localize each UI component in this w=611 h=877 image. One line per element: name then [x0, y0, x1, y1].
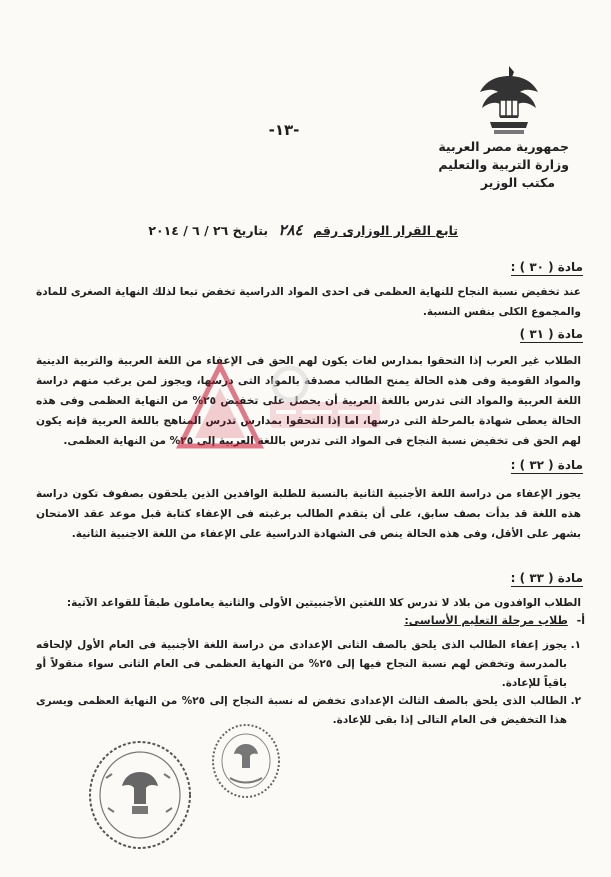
ministry-header	[429, 138, 569, 192]
header-country: جمهورية مصر العربية	[438, 139, 569, 154]
header-office: مكتب الوزير	[480, 175, 555, 190]
page-number: -١٣-	[268, 121, 300, 139]
article-30-heading: مادة ( ٣٠ ) :	[510, 260, 583, 274]
decree-date: بتاريخ ٢٦ / ٦ / ٢٠١٤	[148, 223, 269, 238]
list-item	[36, 692, 581, 730]
section-basic-education	[404, 614, 585, 627]
list-item	[36, 636, 581, 693]
article-32-heading: مادة ( ٣٢ ) :	[510, 458, 583, 472]
round-stamp-icon	[210, 722, 282, 800]
article-30-text: عند تخفيض نسبة النجاح للنهاية العظمى فى احدى المواد الدراسية تخفض تبعا لذلك النهاية الصغرى للمادة والمجموع الكلى بنفس النسبة.	[36, 286, 581, 318]
list-item-number: ١.	[570, 639, 581, 651]
header-ministry: وزارة التربية والتعليم	[438, 157, 569, 172]
eagle-emblem-icon	[476, 62, 542, 136]
article-32-text: يجوز الإعفاء من دراسة اللغة الأجنبية الثانية بالنسبة للطلبة الوافدين الذين يلحقون بصفوف تكون دراسة هذه اللغة قد بدأت بصف سابق، على أن يتقدم الطالب برغبته فى الإعفاء كتابة قبل موعد عقد الامتحان بشهر على الأقل، وفى هذه الحالة ينص فى الشهادة الدراسية على الإعفاء من اللغة الاجنبية الثانية.	[36, 488, 581, 540]
article-31-text: الطلاب غير العرب إذا التحقوا بمدارس لغات يكون لهم الحق فى الإعفاء من اللغة العربية والتربية الدينية والمواد القومية وفى هذه الحالة يمنح الطالب مصدقة بالمواد التى درسها، ويجوز لمن يرغب منهم دراسة اللغة العربية والمواد التى تدرس باللغة العربية أن يحصل على تخفيض ٢٥% من النهاية العظمى وفى هذه الحالة يعطى شهادة بالمرحلة التى درسها، اما إذا التحقوا بمدارس تدرس المناهج باللغة العربية فإنه يكون لهم الحق فى تخفيض نسبة النجاح فى المواد التى تدرس باللغة العربية إلى ٢٥% من النهاية العظمى.	[36, 355, 581, 447]
decree-title: تابع القرار الوزارى رقم	[312, 223, 458, 238]
official-stamp-icon	[86, 738, 194, 852]
section-letter: أ-	[576, 614, 585, 627]
decree-reference	[148, 221, 458, 243]
decree-number: ٢٨٤	[278, 221, 303, 239]
section-title-text: طلاب مرحلة التعليم الأساسى:	[404, 614, 568, 627]
article-33-text: الطلاب الوافدون من بلاد لا تدرس كلا اللغتين الأجنبيتين الأولى والثانية يعاملون طبقاً للقواعد الآتية:	[66, 597, 581, 609]
list-item-text: يجوز إعفاء الطالب الذى يلحق بالصف الثانى الإعدادى من دراسة اللغة الأجنبية فى العام الأول لإلحاقه بالمدرسة وتخفض لهم نسبة النجاح فيها إلى ٢٥% من النهاية العظمى فى العام الثانى سواء منقولاً أو باقياً للإعادة.	[36, 639, 567, 689]
list-item-text: الطالب الذى يلحق بالصف الثالث الإعدادى تخفض له نسبة النجاح إلى ٢٥% من النهاية العظمى ويسرى هذا التخفيض فى العام التالى إذا بقى للإعادة.	[36, 695, 567, 726]
list-item-number: ٢.	[570, 695, 581, 707]
article-33-heading: مادة ( ٣٣ ) :	[510, 571, 583, 585]
article-31-heading: مادة ( ٣١ )	[519, 327, 583, 341]
